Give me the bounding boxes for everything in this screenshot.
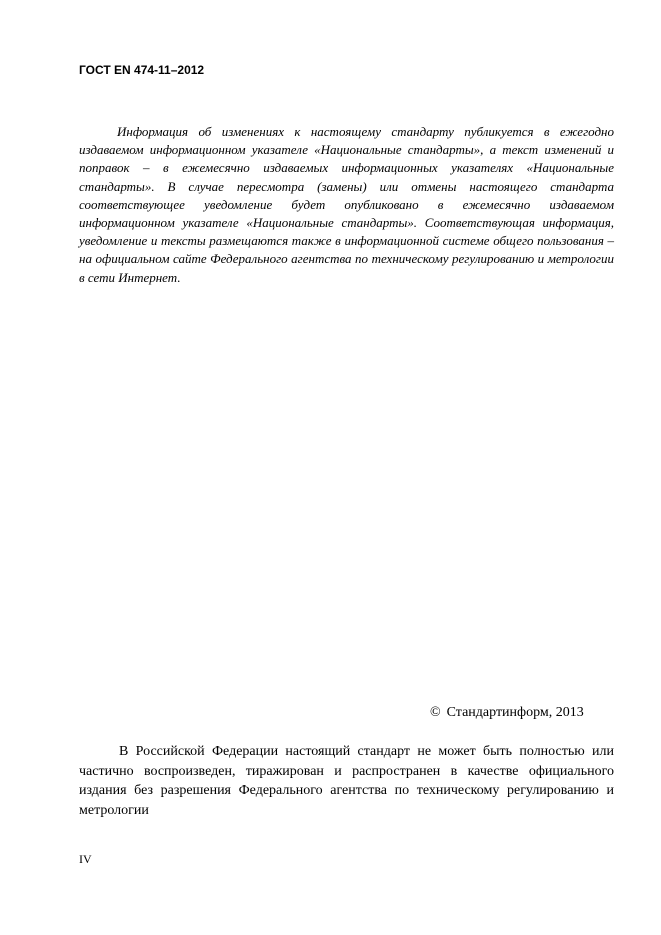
copyright-holder: Стандартинформ, 2013 [446,705,584,720]
amendments-notice-paragraph [79,123,614,287]
copyright-line [430,705,584,721]
copyright-symbol: © [430,705,441,720]
reproduction-rights-paragraph [79,742,614,820]
standard-code: ГОСТ EN 474-11–2012 [79,63,205,77]
amendments-notice-text: Информация об изменениях к настоящему стандарту публикуется в ежегодно издаваемом информационном указателе «Национальные стандарты», а текст изменений и поправок – в ежемесячно издаваемых информационных указателях «Национальные стандарты». В случае пересмотра (замены) или отмены настоящего стандарта соответствующее уведомление будет опубликовано в ежемесячно издаваемом информационном указателе «Национальные стандарты». Соответствующая информация, уведомление и тексты размещаются также в информационной системе общего пользования – на официальном сайте Федерального агентства по техническому регулированию и метрологии в сети Интернет. [79,124,614,285]
page-number [79,852,92,867]
reproduction-rights-text: В Российской Федерации настоящий стандарт не может быть полностью или частично воспроизведен, тиражирован и распространен в качестве официального издания без разрешения Федерального агентства по техническому регулированию и метрологии [79,744,614,818]
page-number-label: IV [79,852,92,866]
document-header [79,63,204,77]
